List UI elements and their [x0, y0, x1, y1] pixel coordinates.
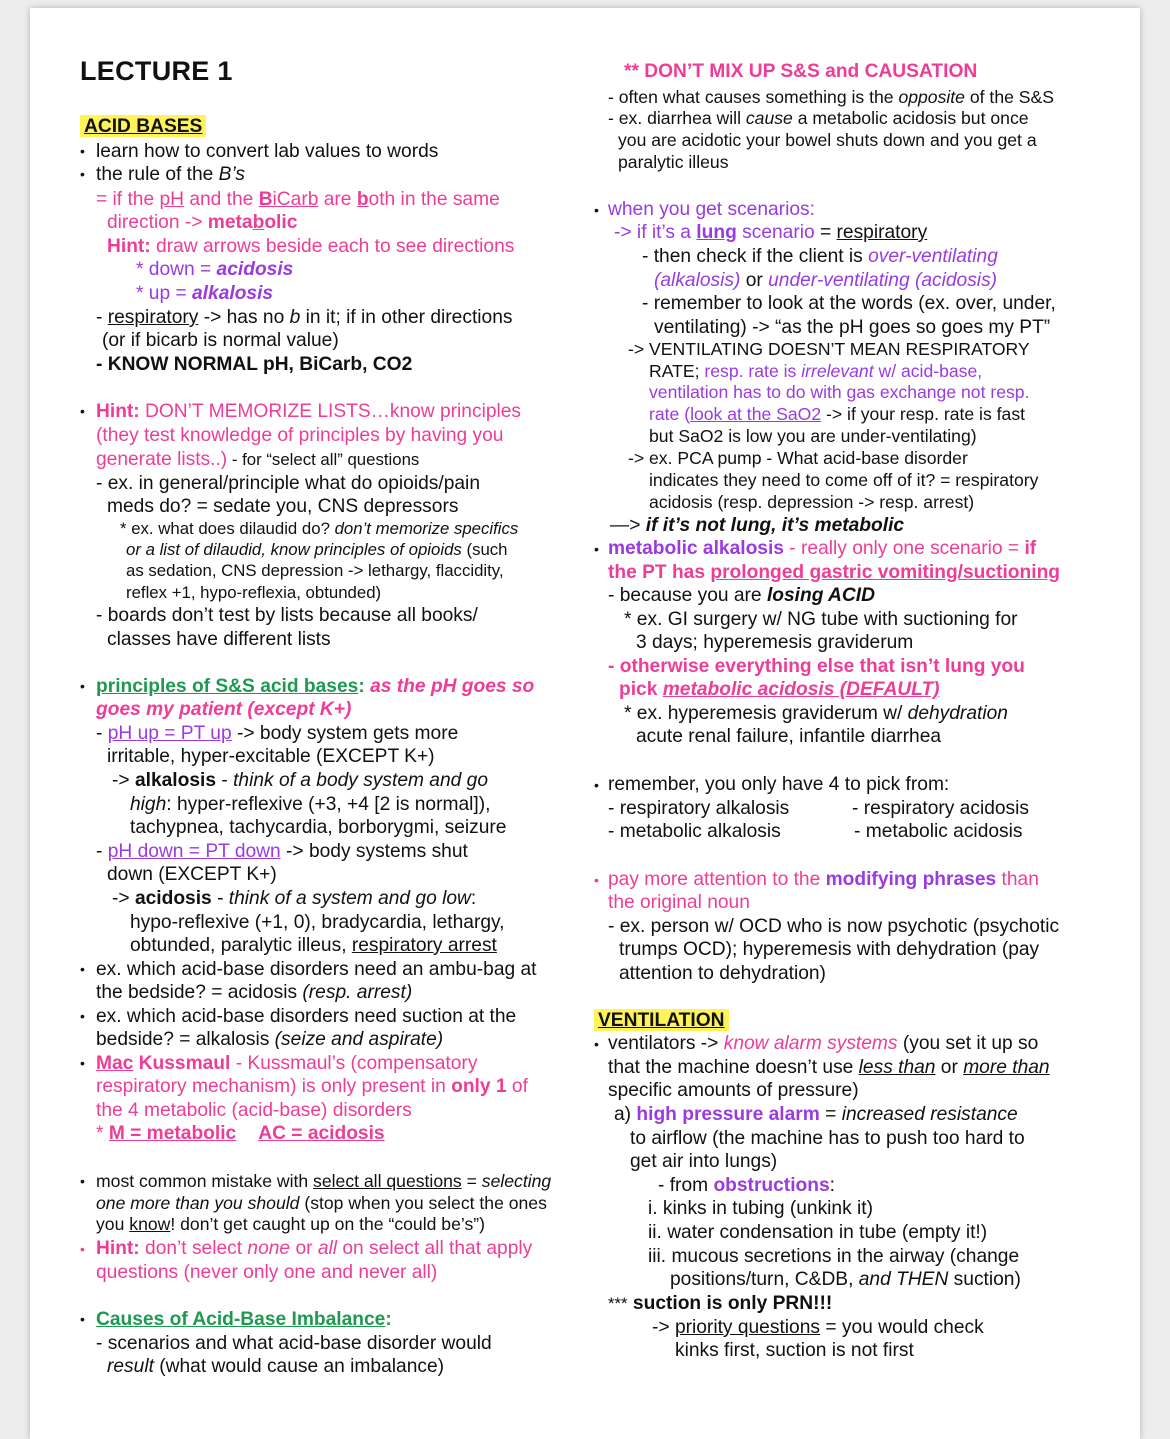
lecture-title: LECTURE 1	[80, 56, 233, 86]
bullet: •	[594, 1036, 599, 1052]
text-line: * ex. hyperemesis graviderum w/ dehydration	[624, 703, 1008, 724]
text-line: * up = alkalosis	[136, 283, 274, 304]
text-line: the 4 metabolic (acid-base) disorders	[96, 1100, 412, 1121]
text-line: Hint: DON’T MEMORIZE LISTS…know principles	[96, 401, 522, 422]
text-line: -> VENTILATING DOESN’T MEAN RESPIRATORY	[628, 339, 1030, 359]
text-line: goes my patient (except K+)	[96, 699, 352, 720]
bullet: •	[594, 872, 599, 888]
text-line: indicates they need to come off of it? = respiratory	[649, 470, 1039, 490]
text-line: ventilating) -> “as the pH goes so goes my PT”	[654, 317, 1051, 338]
causation-heading: ** DON’T MIX UP S&S and CAUSATION	[624, 61, 978, 82]
text-line: a) high pressure alarm = increased resistance	[614, 1104, 1018, 1125]
text-line: when you get scenarios:	[608, 199, 815, 220]
text-line: - KNOW NORMAL pH, BiCarb, CO2	[96, 354, 413, 375]
bullet: •	[594, 541, 599, 557]
text-line: - ex. person w/ OCD who is now psychotic (psychotic	[608, 916, 1060, 937]
text-line: * down = acidosis	[136, 259, 294, 280]
text-line: - from obstructions:	[658, 1175, 835, 1196]
text-line: meds do? = sedate you, CNS depressors	[107, 496, 459, 517]
text-line: - metabolic acidosis	[854, 821, 1023, 842]
text-line: -> ex. PCA pump - What acid-base disorder	[628, 448, 968, 468]
text-line: Mac Kussmaul - Kussmaul’s (compensatory	[96, 1053, 478, 1074]
text-line: * M = metabolic AC = acidosis	[96, 1123, 385, 1144]
text-line: direction -> metabolic	[107, 212, 298, 233]
text-line: learn how to convert lab values to words	[96, 141, 439, 162]
text-line: or a list of dilaudid, know principles of opioids (such	[126, 540, 508, 559]
bullet: •	[80, 1008, 85, 1024]
bullet: •	[80, 1311, 85, 1327]
text-line: ventilation has to do with gas exchange not resp.	[649, 382, 1030, 402]
text-line: obtunded, paralytic illeus, respiratory arrest	[130, 935, 497, 956]
text-line: classes have different lists	[107, 629, 331, 650]
text-line: bedside? = alkalosis (seize and aspirate)	[96, 1029, 444, 1050]
text-line: (they test knowledge of principles by having you	[96, 425, 504, 446]
text-line: reflex +1, hypo-reflexia, obtunded)	[126, 583, 382, 602]
text-line: -> acidosis - think of a system and go low:	[112, 888, 477, 909]
bullet: •	[80, 1173, 85, 1189]
text-line: pick metabolic acidosis (DEFAULT)	[619, 679, 940, 700]
text-line: trumps OCD); hyperemesis with dehydration (pay	[619, 939, 1040, 960]
text-line: remember, you only have 4 to pick from:	[608, 774, 950, 795]
text-line: to airflow (the machine has to push too hard to	[630, 1128, 1025, 1149]
bullet: •	[80, 166, 85, 182]
text-line: you are acidotic your bowel shuts down and you get a	[618, 130, 1037, 150]
text-line: ventilators -> know alarm systems (you set it up so	[608, 1033, 1039, 1054]
text-line: kinks first, suction is not first	[675, 1340, 914, 1361]
text-line: respiratory mechanism) is only present in only 1 of	[96, 1076, 528, 1097]
text-line: RATE; resp. rate is irrelevant w/ acid-base,	[649, 361, 983, 381]
text-line: high: hyper-reflexive (+3, +4 [2 is normal]),	[130, 794, 491, 815]
text-line: tachypnea, tachycardia, borborygmi, seizure	[130, 817, 507, 838]
text-line: = if the pH and the BiCarb are both in the same	[96, 189, 500, 210]
text-line: acidosis (resp. depression -> resp. arrest)	[649, 492, 975, 512]
text-line: hypo-reflexive (+1, 0), bradycardia, lethargy,	[130, 912, 505, 933]
text-line: - metabolic alkalosis	[608, 821, 781, 842]
bullet: •	[80, 1055, 85, 1071]
text-line: - ex. in general/principle what do opioids/pain	[96, 473, 480, 494]
text-line: get air into lungs)	[630, 1151, 778, 1172]
text-line: ii. water condensation in tube (empty it!)	[648, 1222, 988, 1243]
text-line: - respiratory -> has no b in it; if in other directions	[96, 307, 513, 328]
text-line: acute renal failure, infantile diarrhea	[636, 726, 942, 747]
bullet: •	[80, 1241, 85, 1257]
text-line: rate (look at the SaO2 -> if your resp. rate is fast	[649, 404, 1026, 424]
text-line: - respiratory acidosis	[852, 798, 1030, 819]
text-line: generate lists..) - for “select all” questions	[96, 449, 420, 470]
text-line: paralytic illeus	[618, 152, 729, 172]
text-line: 3 days; hyperemesis graviderum	[636, 632, 914, 653]
text-line: * ex. GI surgery w/ NG tube with suctioning for	[624, 609, 1018, 630]
text-line: one more than you should (stop when you select the ones	[96, 1193, 547, 1213]
text-line: - then check if the client is over-ventilating	[642, 246, 998, 267]
text-line: pay more attention to the modifying phrases than	[608, 869, 1039, 890]
text-line: - boards don’t test by lists because all books/	[96, 605, 478, 626]
text-line: principles of S&S acid bases: as the pH goes so	[96, 676, 535, 697]
bullet: •	[80, 678, 85, 694]
bullet: •	[80, 403, 85, 419]
text-line: - often what causes something is the opposite of the S&S	[608, 87, 1054, 107]
text-line: - respiratory alkalosis	[608, 798, 790, 819]
text-line: down (EXCEPT K+)	[107, 864, 277, 885]
text-line: - remember to look at the words (ex. over, under,	[642, 293, 1056, 314]
text-line: * ex. what does dilaudid do? don’t memorize specifics	[120, 519, 519, 538]
text-line: most common mistake with select all questions = selecting	[96, 1171, 552, 1191]
text-line: as sedation, CNS depression -> lethargy, flaccidity,	[126, 561, 504, 580]
text-line: ex. which acid-base disorders need an ambu-bag at	[96, 959, 537, 980]
text-line: Hint: don’t select none or all on select all that apply	[96, 1238, 533, 1259]
bullet: •	[80, 143, 85, 159]
text-line: i. kinks in tubing (unkink it)	[648, 1198, 874, 1219]
text-line: - otherwise everything else that isn’t lung you	[608, 656, 1025, 677]
text-line: -> if it’s a lung scenario = respiratory	[614, 222, 928, 243]
text-line: metabolic alkalosis - really only one scenario = if	[608, 538, 1037, 559]
acid-bases-heading: ACID BASES	[80, 115, 206, 137]
text-line: —> if it’s not lung, it’s metabolic	[610, 515, 905, 536]
bullet: •	[80, 961, 85, 977]
causes-heading: Causes of Acid-Base Imbalance:	[96, 1309, 392, 1330]
bullet: •	[594, 202, 599, 218]
text-line: -> alkalosis - think of a body system and go	[112, 770, 488, 791]
text-line: - pH down = PT down -> body systems shut	[96, 841, 468, 862]
text-line: ex. which acid-base disorders need suction at the	[96, 1006, 517, 1027]
text-line: result (what would cause an imbalance)	[107, 1356, 445, 1377]
text-line: *** suction is only PRN!!!	[608, 1293, 833, 1314]
ventilation-heading: VENTILATION	[594, 1009, 729, 1031]
text-line: that the machine doesn’t use less than or more than	[608, 1057, 1050, 1078]
text-line: positions/turn, C&DB, and THEN suction)	[670, 1269, 1021, 1290]
text-line: the original noun	[608, 892, 750, 913]
notes-page	[30, 8, 1140, 1439]
text-line: specific amounts of pressure)	[608, 1080, 859, 1101]
text-line: (or if bicarb is normal value)	[102, 330, 339, 351]
text-line: (alkalosis) or under-ventilating (acidosis)	[654, 270, 998, 291]
text-line: irritable, hyper-excitable (EXCEPT K+)	[107, 746, 435, 767]
text-line: but SaO2 is low you are under-ventilating)	[649, 426, 977, 446]
text-line: -> priority questions = you would check	[652, 1317, 984, 1338]
bullet: •	[594, 777, 599, 793]
text-line: the rule of the B’s	[96, 164, 245, 185]
text-line: - ex. diarrhea will cause a metabolic acidosis but once	[608, 108, 1029, 128]
text-line: the PT has prolonged gastric vomiting/suctioning	[608, 562, 1061, 583]
text-line: questions (never only one and never all)	[96, 1262, 438, 1283]
text-line: the bedside? = acidosis (resp. arrest)	[96, 982, 413, 1003]
text-line: you know! don’t get caught up on the “could be’s”)	[96, 1214, 485, 1234]
text-line: - because you are losing ACID	[608, 585, 875, 606]
text-line: iii. mucous secretions in the airway (change	[648, 1246, 1020, 1267]
text-line: - scenarios and what acid-base disorder would	[96, 1333, 492, 1354]
text-line: - pH up = PT up -> body system gets more	[96, 723, 459, 744]
text-line: Hint: draw arrows beside each to see directions	[107, 236, 515, 257]
text-line: attention to dehydration)	[619, 963, 826, 984]
